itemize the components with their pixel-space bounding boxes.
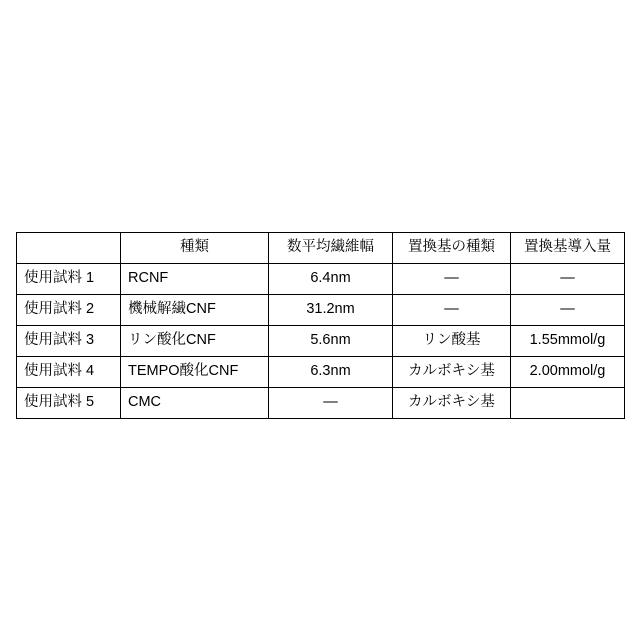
header-cell-group: 置換基の種類 [393,233,511,264]
cell-group: カルボキシ基 [393,357,511,388]
cell-width: 31.2nm [269,295,393,326]
cell-kind: リン酸化CNF [121,326,269,357]
header-cell-kind: 種類 [121,233,269,264]
cell-amount: 1.55mmol/g [511,326,625,357]
cell-width: — [269,388,393,419]
cell-amount [511,388,625,419]
cell-group: カルボキシ基 [393,388,511,419]
cell-kind: RCNF [121,264,269,295]
cell-width: 6.3nm [269,357,393,388]
table-row [17,264,625,295]
cell-kind: 機械解繊CNF [121,295,269,326]
cell-width: 6.4nm [269,264,393,295]
header-cell-amount: 置換基導入量 [511,233,625,264]
sample-specification-table [16,232,625,419]
table-row [17,295,625,326]
cell-sample: 使用試料 1 [17,264,121,295]
header-cell-width: 数平均繊維幅 [269,233,393,264]
cell-width: 5.6nm [269,326,393,357]
table-header-row [17,233,625,264]
cell-sample: 使用試料 3 [17,326,121,357]
cell-kind: TEMPO酸化CNF [121,357,269,388]
table-body [17,264,625,419]
header-cell-blank [17,233,121,264]
cell-amount: — [511,295,625,326]
table-row [17,357,625,388]
cell-group: — [393,264,511,295]
table-row [17,326,625,357]
cell-amount: — [511,264,625,295]
table-row [17,388,625,419]
cell-sample: 使用試料 2 [17,295,121,326]
cell-sample: 使用試料 5 [17,388,121,419]
table-container [16,232,624,419]
cell-kind: CMC [121,388,269,419]
cell-group: — [393,295,511,326]
cell-sample: 使用試料 4 [17,357,121,388]
table-header [17,233,625,264]
cell-amount: 2.00mmol/g [511,357,625,388]
cell-group: リン酸基 [393,326,511,357]
